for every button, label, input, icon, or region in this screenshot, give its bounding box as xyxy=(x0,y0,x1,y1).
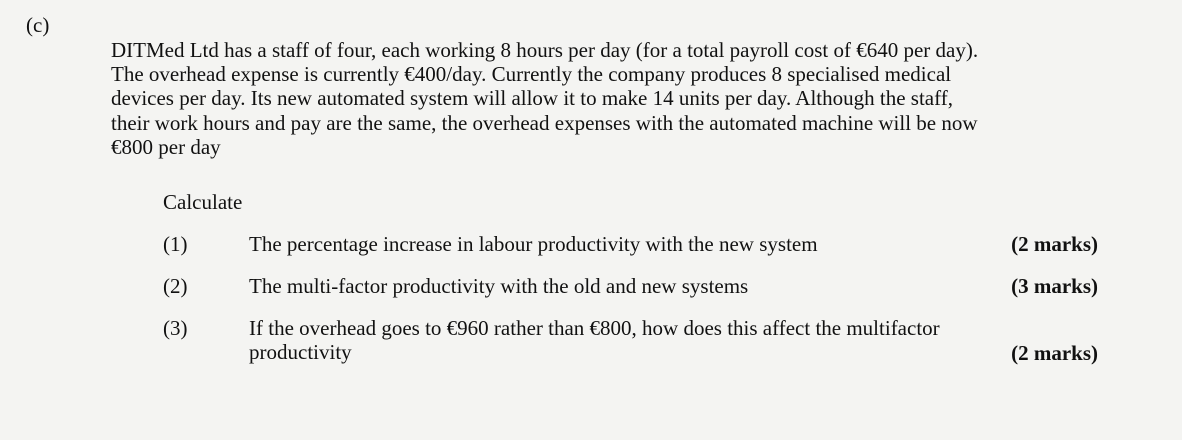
item-number: (2) xyxy=(163,274,188,298)
intro-line: The overhead expense is currently €400/day. Currently the company produces 8 specialised medical xyxy=(111,62,952,87)
item-text xyxy=(249,274,1009,298)
sub-question-1 xyxy=(163,232,1103,258)
calculate-heading: Calculate xyxy=(163,190,243,214)
item-text-line: The multi-factor productivity with the old and new systems xyxy=(249,274,749,298)
intro-line: devices per day. Its new automated system will allow it to make 14 units per day. Although the staff, xyxy=(111,86,953,111)
item-text-line: If the overhead goes to €960 rather than €800, how does this affect the multifactor xyxy=(249,316,940,340)
intro-line: DITMed Ltd has a staff of four, each working 8 hours per day (for a total payroll cost of €640 per day). xyxy=(111,38,979,62)
item-text xyxy=(249,232,1009,256)
sub-question-2 xyxy=(163,274,1103,300)
item-marks: (3 marks) xyxy=(1011,274,1098,298)
section-label: (c) xyxy=(26,13,50,37)
item-marks: (2 marks) xyxy=(1011,341,1098,365)
sub-question-3 xyxy=(163,316,1103,368)
item-text-line: productivity xyxy=(249,340,352,364)
item-number: (3) xyxy=(163,316,188,340)
item-marks: (2 marks) xyxy=(1011,232,1098,256)
item-number: (1) xyxy=(163,232,188,256)
intro-line: €800 per day xyxy=(111,134,221,159)
item-text xyxy=(249,316,1009,364)
item-text-line: The percentage increase in labour productivity with the new system xyxy=(249,232,818,256)
intro-line: their work hours and pay are the same, the overhead expenses with the automated machine will be now xyxy=(111,110,978,135)
question-intro xyxy=(111,38,1111,159)
